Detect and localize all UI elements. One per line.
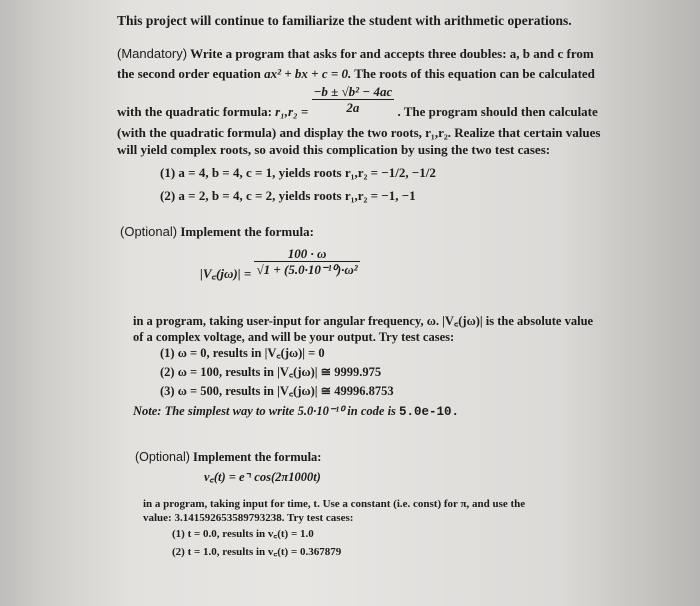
formula-outro: . The program should then calculate (397, 104, 598, 120)
optional-1-label: (Optional) (120, 224, 178, 239)
optional-2-test-1: (1) t = 0.0, results in v꜀(t) = 1.0 (172, 528, 314, 540)
voltage-lhs: |V꜀(jω)| = (200, 266, 252, 282)
mandatory-label: (Mandatory) (117, 46, 188, 61)
voltage-fraction (254, 246, 359, 277)
page-title: This project will continue to familiarize the student with arithmetic operations. (117, 13, 572, 28)
roots-lhs: r₁,r₂ = (275, 104, 309, 120)
optional-1-test-3: (3) ω = 500, results in |V꜀(jω)| ≅ 49996.8753 (160, 384, 394, 398)
optional-1-note (133, 404, 459, 420)
quadratic-equation: ax² + bx + c = 0. (264, 66, 352, 81)
mandatory-text-1: Write a program that asks for and accepts three doubles: a, b and c from (190, 46, 594, 61)
formula-numerator: −b ± √b² − 4ac (313, 84, 393, 99)
optional-1-heading-text: Implement the formula: (180, 224, 314, 239)
optional-2-label: (Optional) (135, 450, 190, 464)
mandatory-line-4: (with the quadratic formula) and display the two roots, r₁,r₂. Realize that certain values (117, 125, 601, 140)
mandatory-line-2 (117, 66, 595, 81)
note-text: Note: The simplest way to write 5.0·10⁻¹⁰ in code is (133, 404, 396, 418)
optional-1-test-2: (2) ω = 100, results in |V꜀(jω)| ≅ 9999.975 (160, 365, 382, 379)
mandatory-line-3 (117, 86, 598, 122)
optional-2-para-1: in a program, taking input for time, t. Use a constant (i.e. const) for π, and use the (143, 498, 526, 510)
test-case-1: (1) a = 4, b = 4, c = 1, yields roots r₁,r₂ = −1/2, −1/2 (160, 165, 436, 180)
optional-1-para-1: in a program, taking user-input for angular frequency, ω. |V꜀(jω)| is the absolute value (133, 314, 594, 328)
optional-1-para-2: of a complex voltage, and will be your output. Try test cases: (133, 330, 455, 344)
optional-1-test-1: (1) ω = 0, results in |V꜀(jω)| = 0 (160, 346, 325, 360)
mandatory-line-1 (117, 46, 594, 61)
test-case-2: (2) a = 2, b = 4, c = 2, yields roots r₁,r₂ = −1, −1 (160, 188, 416, 203)
note-code: 5.0e-10. (399, 405, 460, 419)
mandatory-line-2-post: The roots of this equation can be calculated (354, 66, 595, 81)
voltage-numerator: 100 · ω (254, 246, 359, 262)
decay-formula: v꜀(t) = e⁻ᵗ cos(2π1000t) (204, 470, 321, 484)
formula-denominator: 2a (346, 100, 360, 115)
optional-1-heading (120, 224, 314, 239)
voltage-denominator: √1 + (5.0·10⁻¹⁰)·ω² (256, 262, 358, 277)
mandatory-line-2-pre: the second order equation (117, 66, 261, 81)
optional-2-para-2: value: 3.141592653589793238. Try test cases: (143, 512, 354, 524)
quadratic-formula (312, 84, 395, 115)
optional-2-test-2: (2) t = 1.0, results in v꜀(t) = 0.367879 (172, 546, 342, 558)
optional-2-heading (135, 450, 321, 465)
mandatory-line-5: will yield complex roots, so avoid this complication by using the two test cases: (117, 142, 551, 157)
formula-intro: with the quadratic formula: (117, 104, 272, 120)
optional-2-heading-text: Implement the formula: (193, 450, 322, 464)
voltage-formula (200, 248, 360, 290)
